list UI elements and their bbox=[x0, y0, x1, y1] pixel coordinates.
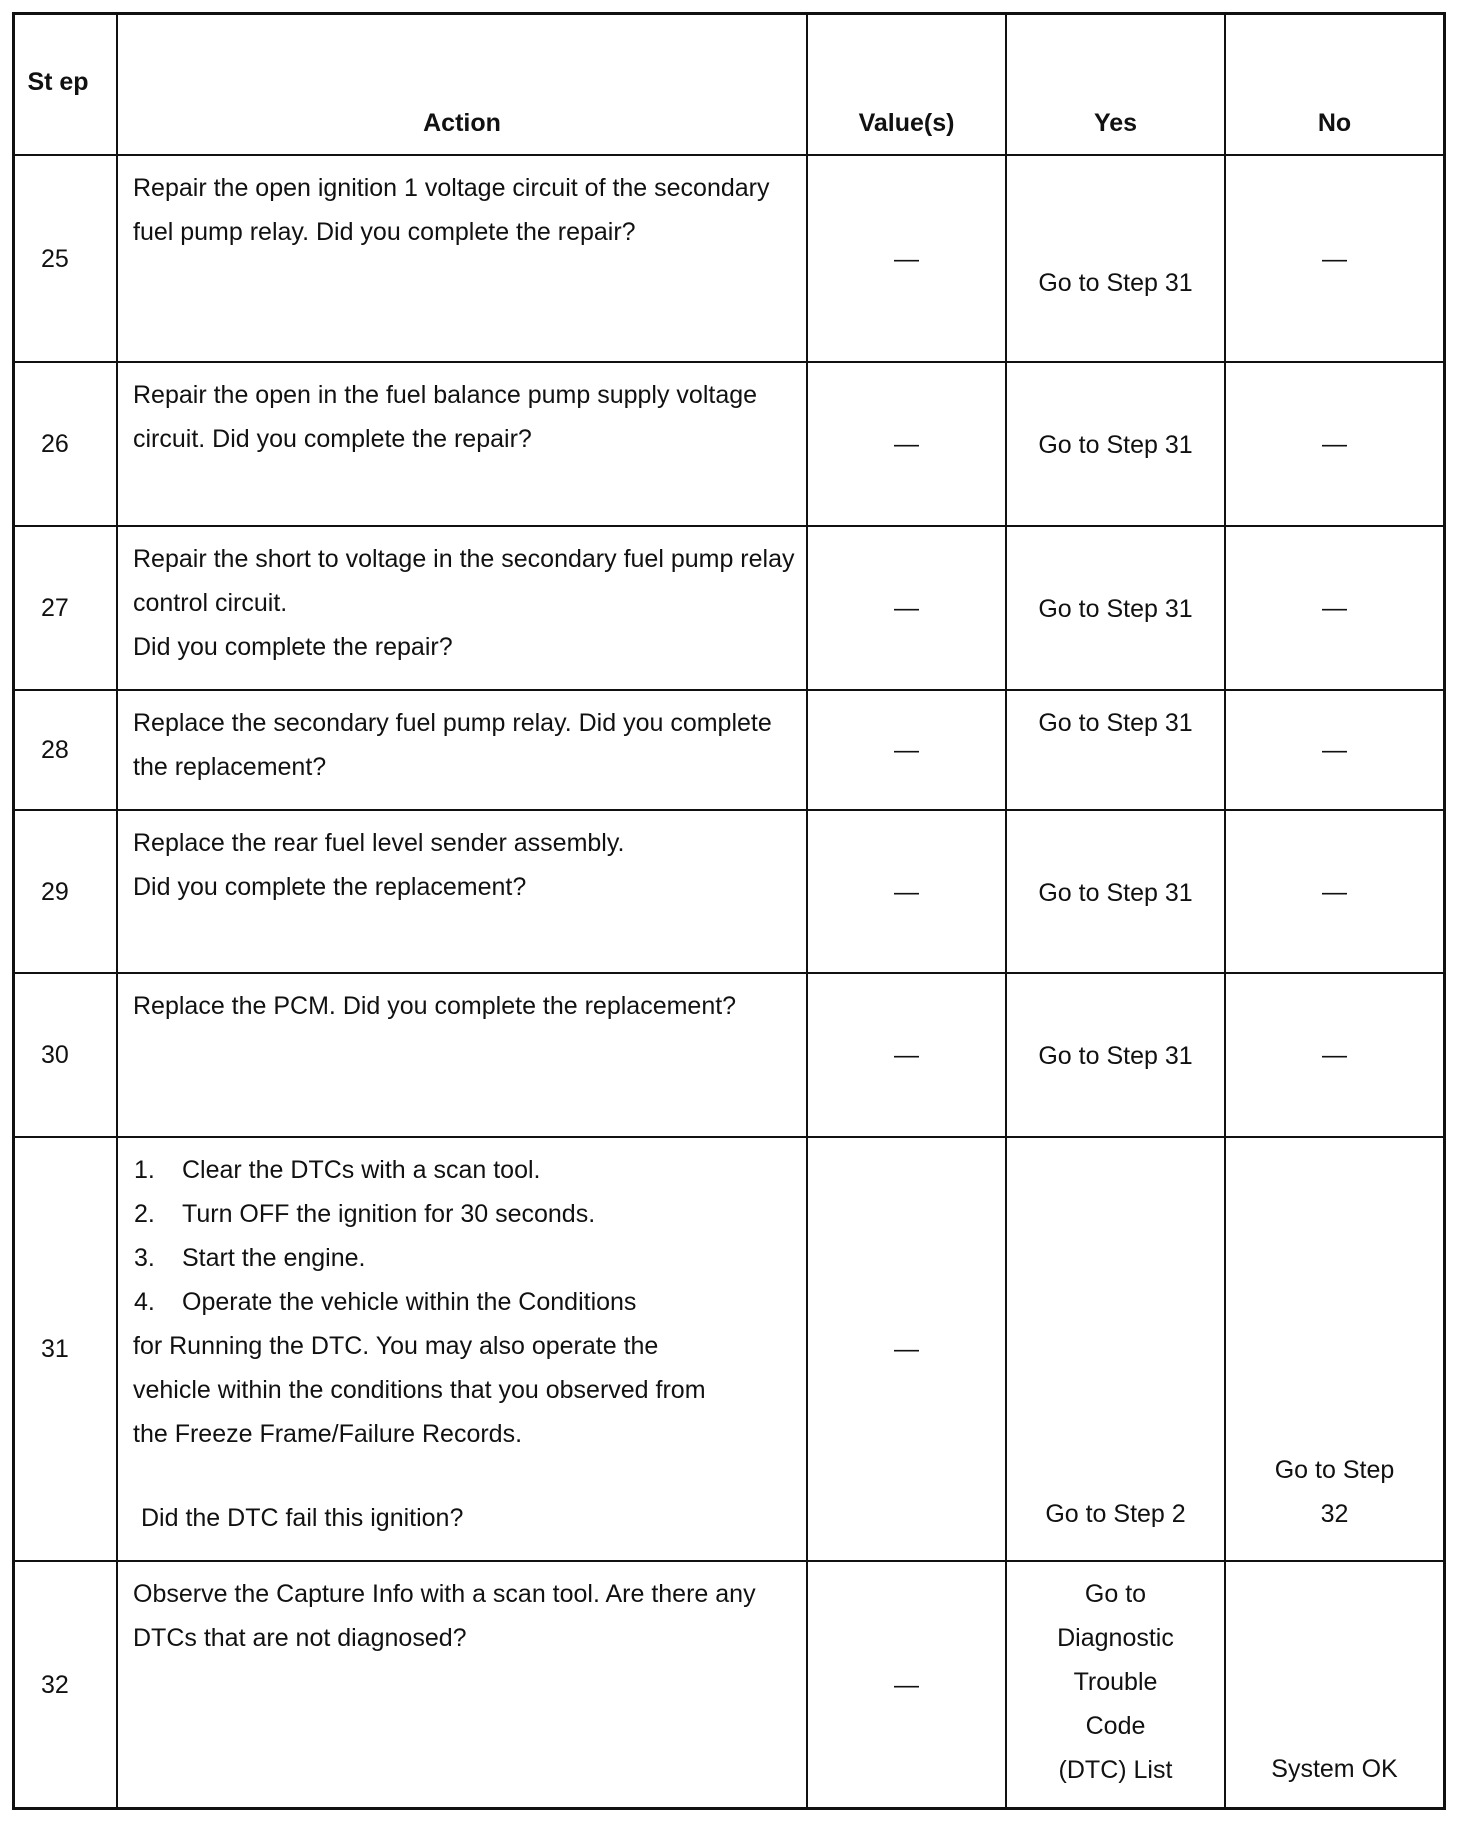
yes-text: Go to Diagnostic Trouble Code (DTC) List bbox=[1057, 1580, 1174, 1784]
value-cell: — bbox=[808, 1562, 1007, 1807]
no-cell bbox=[1226, 1138, 1443, 1560]
procedure-question: Did the DTC fail this ignition? bbox=[141, 1504, 464, 1532]
value-cell: — bbox=[808, 1138, 1007, 1560]
no-cell: — bbox=[1322, 736, 1347, 764]
yes-cell bbox=[1007, 691, 1226, 809]
action-line: Repair the short to voltage in the secondary fuel pump relay control circuit. bbox=[133, 545, 795, 617]
table-row bbox=[15, 527, 1443, 691]
step-number: 26 bbox=[15, 363, 118, 525]
value-cell: — bbox=[808, 691, 1007, 809]
yes-text: Go to Step 31 bbox=[1038, 431, 1193, 459]
yes-text: Go to Step 2 bbox=[1045, 1500, 1186, 1528]
action-line: Did you complete the replacement? bbox=[133, 873, 527, 901]
diagnostic-table bbox=[12, 12, 1446, 1810]
no-cell bbox=[1226, 1562, 1443, 1807]
value-cell: — bbox=[808, 156, 1007, 361]
header-yes: Yes bbox=[1007, 15, 1226, 154]
table-row bbox=[15, 1562, 1443, 1807]
no-text: Go to Step 32 bbox=[1274, 1456, 1395, 1528]
step-number: 29 bbox=[15, 811, 118, 972]
step-number: 31 bbox=[15, 1138, 118, 1560]
table-header bbox=[15, 15, 1443, 156]
no-cell: — bbox=[1322, 594, 1347, 622]
yes-cell bbox=[1007, 811, 1226, 972]
header-no: No bbox=[1317, 109, 1352, 137]
action-text bbox=[118, 527, 808, 689]
table-row bbox=[15, 156, 1443, 363]
action-line: Did you complete the repair? bbox=[133, 633, 453, 661]
no-cell: — bbox=[1322, 877, 1347, 906]
procedure-continuation: for Running the DTC. You may also operate the vehicle within the conditions that you observed from the Freeze Frame/Failure Records. bbox=[133, 1332, 706, 1448]
yes-cell bbox=[1007, 156, 1226, 361]
action-text: Replace the secondary fuel pump relay. Did you complete the replacement? bbox=[118, 691, 808, 809]
table-row bbox=[15, 691, 1443, 811]
action-text: Repair the open in the fuel balance pump supply voltage circuit. Did you complete the repair? bbox=[118, 363, 808, 525]
no-cell: — bbox=[1322, 1041, 1347, 1069]
yes-cell bbox=[1007, 974, 1226, 1136]
yes-cell bbox=[1007, 1562, 1226, 1807]
action-text: Repair the open ignition 1 voltage circuit of the secondary fuel pump relay. Did you complete the repair? bbox=[118, 156, 808, 361]
table-row bbox=[15, 811, 1443, 974]
yes-text: Go to Step 31 bbox=[1038, 595, 1193, 623]
table-row bbox=[15, 1138, 1443, 1562]
list-item: 3. Start the engine. bbox=[134, 1244, 366, 1272]
action-line: Replace the rear fuel level sender assembly. bbox=[133, 829, 625, 857]
step-number: 28 bbox=[15, 691, 118, 809]
step-number: 32 bbox=[15, 1562, 118, 1807]
no-text: System OK bbox=[1271, 1755, 1398, 1783]
step-number: 25 bbox=[15, 156, 118, 361]
yes-cell bbox=[1007, 363, 1226, 525]
header-action: Action bbox=[118, 15, 808, 154]
step-number: 30 bbox=[15, 974, 118, 1136]
action-text bbox=[118, 811, 808, 972]
yes-text: Go to Step 31 bbox=[1038, 709, 1193, 737]
list-item: 2. Turn OFF the ignition for 30 seconds. bbox=[134, 1200, 596, 1228]
yes-cell bbox=[1007, 1138, 1226, 1560]
no-cell: — bbox=[1322, 430, 1347, 458]
value-cell: — bbox=[808, 527, 1007, 689]
step-number: 27 bbox=[15, 527, 118, 689]
yes-text: Go to Step 31 bbox=[1038, 879, 1193, 907]
value-cell: — bbox=[808, 811, 1007, 972]
procedure-list bbox=[133, 1148, 798, 1324]
no-cell: — bbox=[1322, 244, 1347, 273]
value-cell: — bbox=[808, 974, 1007, 1136]
action-text: Replace the PCM. Did you complete the replacement? bbox=[118, 974, 808, 1136]
list-item: 1. Clear the DTCs with a scan tool. bbox=[134, 1156, 541, 1184]
header-values: Value(s) bbox=[808, 15, 1007, 154]
value-cell: — bbox=[808, 363, 1007, 525]
yes-cell bbox=[1007, 527, 1226, 689]
header-step: St ep bbox=[15, 15, 118, 154]
list-item: 4. Operate the vehicle within the Conditions bbox=[134, 1288, 637, 1316]
yes-text: Go to Step 31 bbox=[1038, 1042, 1193, 1070]
table-row bbox=[15, 974, 1443, 1138]
action-text: Observe the Capture Info with a scan tool. Are there any DTCs that are not diagnosed? bbox=[118, 1562, 808, 1807]
action-text bbox=[118, 1138, 808, 1560]
yes-text: Go to Step 31 bbox=[1038, 269, 1193, 297]
table-row bbox=[15, 363, 1443, 527]
